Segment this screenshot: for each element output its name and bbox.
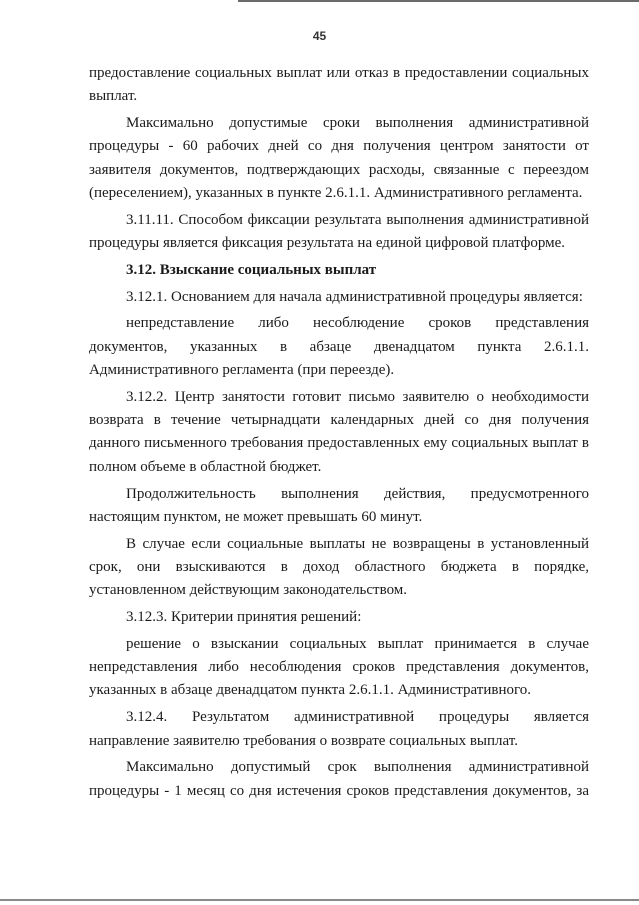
paragraph-max-term: Максимально допустимый срок выполнения административной процедуры - 1 месяц со дня истечения сроков представления документов, за: [89, 759, 589, 799]
paragraph-3-11-11: 3.11.11. Способом фиксации результата выполнения административной процедуры является фиксация результата на единой цифровой платформе.: [89, 211, 589, 252]
document-body: [89, 62, 589, 806]
paragraph-recovery: В случае если социальные выплаты не возвращены в установленный срок, они взыскиваются в доход областного бюджета в порядке, установленном действующим законодательством.: [89, 535, 589, 599]
scan-bottom-edge: [0, 899, 639, 901]
paragraph-deadlines: Максимально допустимые сроки выполнения административной процедуры - 60 рабочих дней со дня получения центром занятости от заявителя документов, подтверждающих расходы, связанные с переездом (переселением), указанных в пункте 2.6.1.1. Административного регламента.: [89, 115, 589, 201]
paragraph-3-12-4: 3.12.4. Результатом административной процедуры является направление заявителю требования о возврате социальных выплат.: [89, 709, 589, 749]
paragraph-nonsubmission: непредставление либо несоблюдение сроков представления документов, указанных в абзаце двенадцатом пункта 2.6.1.1. Административного регламента (при переезде).: [89, 315, 589, 379]
page-number: 45: [312, 29, 327, 43]
scan-top-edge: [238, 0, 639, 2]
section-heading-3-12: 3.12. Взыскание социальных выплат: [126, 261, 377, 278]
paragraph-continuation: предоставление социальных выплат или отказ в предоставлении социальных выплат.: [89, 65, 589, 105]
paragraph-3-12-1: 3.12.1. Основанием для начала административной процедуры является:: [126, 288, 583, 305]
paragraph-3-12-2: 3.12.2. Центр занятости готовит письмо заявителю о необходимости возврата в течение четырнадцати календарных дней со дня получения данного письменного требования предоставленных ему социальных выплат в полном объеме в областной бюджет.: [89, 388, 589, 475]
paragraph-decision: решение о взыскании социальных выплат принимается в случае непредставления либо несоблюдения сроков представления документов, указанных в абзаце двенадцатом пункта 2.6.1.1. Административного.: [89, 635, 589, 699]
paragraph-duration: Продолжительность выполнения действия, предусмотренного настоящим пунктом, не может превышать 60 минут.: [89, 485, 589, 525]
paragraph-3-12-3: 3.12.3. Критерии принятия решений:: [126, 609, 362, 626]
